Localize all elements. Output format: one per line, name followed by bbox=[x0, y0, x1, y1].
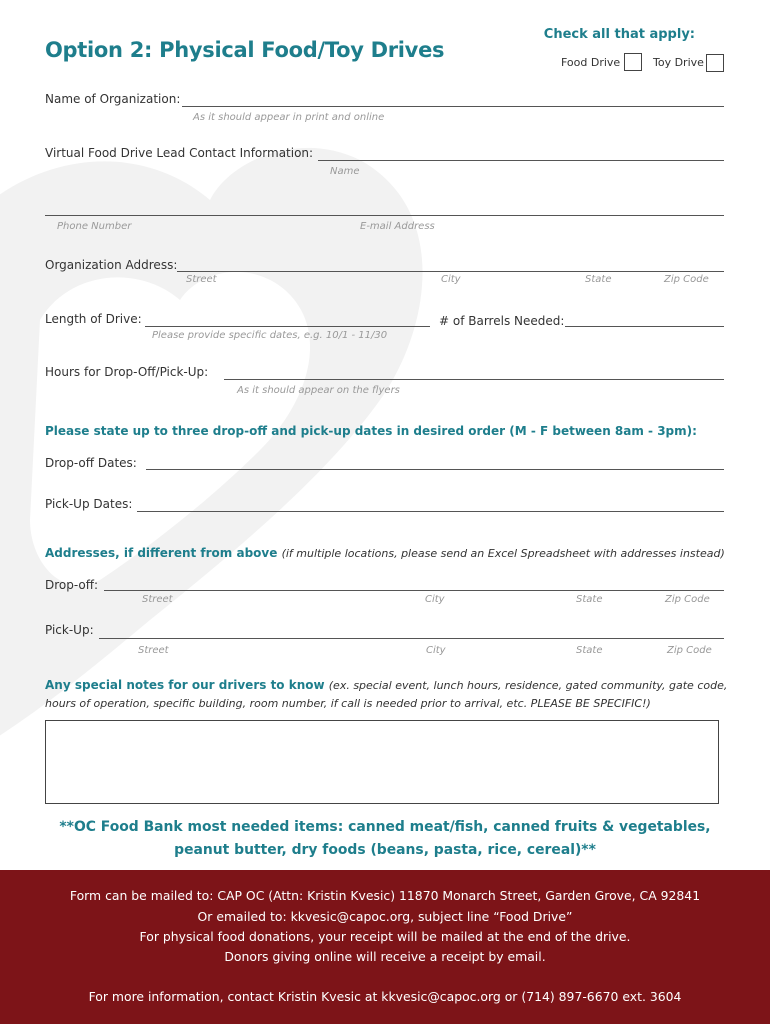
special-notes-textarea[interactable] bbox=[45, 720, 719, 804]
organization-name-label: Name of Organization: bbox=[45, 92, 181, 106]
barrels-needed-field[interactable] bbox=[565, 326, 724, 327]
pickup-dates-field[interactable] bbox=[137, 511, 724, 512]
alt-dropoff-field[interactable] bbox=[104, 590, 724, 591]
barrels-needed-label: # of Barrels Needed: bbox=[439, 314, 565, 328]
alt-pickup-zip-hint: Zip Code bbox=[667, 645, 712, 656]
length-of-drive-label: Length of Drive: bbox=[45, 312, 142, 326]
footer-email-line: Or emailed to: kkvesic@capoc.org, subject line “Food Drive” bbox=[197, 909, 573, 924]
hours-label: Hours for Drop-Off/Pick-Up: bbox=[45, 365, 209, 379]
phone-hint: Phone Number bbox=[57, 221, 132, 232]
organization-name-hint: As it should appear in print and online bbox=[193, 112, 385, 123]
dropoff-dates-field[interactable] bbox=[146, 469, 724, 470]
length-of-drive-hint: Please provide specific dates, e.g. 10/1 - 11/30 bbox=[152, 330, 388, 341]
notes-heading bbox=[45, 678, 727, 692]
address-state-hint: State bbox=[585, 274, 612, 285]
alt-addresses-heading bbox=[45, 546, 725, 560]
toy-drive-label: Toy Drive bbox=[653, 56, 704, 69]
page-title: Option 2: Physical Food/Toy Drives bbox=[45, 38, 445, 62]
notes-note-line2: hours of operation, specific building, room number, if call is needed prior to arrival, etc. PLEASE BE SPECIFIC!) bbox=[45, 697, 651, 710]
address-zip-hint: Zip Code bbox=[664, 274, 709, 285]
hours-hint: As it should appear on the flyers bbox=[237, 385, 400, 396]
alt-dropoff-street-hint: Street bbox=[142, 594, 173, 605]
organization-address-field[interactable] bbox=[177, 271, 724, 272]
alt-pickup-label: Pick-Up: bbox=[45, 623, 94, 637]
length-of-drive-field[interactable] bbox=[145, 326, 430, 327]
dates-heading: Please state up to three drop-off and pick-up dates in desired order (M - F between 8am - 3pm): bbox=[45, 424, 697, 438]
check-all-heading: Check all that apply: bbox=[543, 27, 695, 42]
needed-items-line2: peanut butter, dry foods (beans, pasta, rice, cereal)** bbox=[174, 842, 596, 858]
contact-label: Virtual Food Drive Lead Contact Information: bbox=[45, 146, 314, 160]
alt-dropoff-state-hint: State bbox=[576, 594, 603, 605]
contact-name-field[interactable] bbox=[318, 160, 724, 161]
alt-dropoff-zip-hint: Zip Code bbox=[665, 594, 710, 605]
alt-addresses-note: (if multiple locations, please send an Excel Spreadsheet with addresses instead) bbox=[281, 547, 725, 560]
address-city-hint: City bbox=[441, 274, 461, 285]
toy-drive-checkbox[interactable] bbox=[706, 54, 724, 72]
notes-title: Any special notes for our drivers to know bbox=[45, 678, 325, 692]
alt-pickup-field[interactable] bbox=[99, 638, 724, 639]
alt-pickup-state-hint: State bbox=[576, 645, 603, 656]
alt-dropoff-label: Drop-off: bbox=[45, 578, 99, 592]
contact-phone-email-field[interactable] bbox=[45, 215, 724, 216]
food-drive-checkbox[interactable] bbox=[624, 53, 642, 71]
footer-online-line: Donors giving online will receive a receipt by email. bbox=[224, 949, 546, 964]
footer-mail-line: Form can be mailed to: CAP OC (Attn: Kristin Kvesic) 11870 Monarch Street, Garden Grove, CA 92841 bbox=[69, 888, 701, 903]
address-street-hint: Street bbox=[186, 274, 217, 285]
alt-addresses-title: Addresses, if different from above bbox=[45, 546, 278, 560]
contact-name-hint: Name bbox=[330, 166, 360, 177]
needed-items-line1: **OC Food Bank most needed items: canned meat/fish, canned fruits & vegetables, bbox=[59, 819, 711, 835]
organization-name-field[interactable] bbox=[182, 106, 724, 107]
footer-contact-line: For more information, contact Kristin Kvesic at kkvesic@capoc.org or (714) 897-6670 ext. 3604 bbox=[88, 989, 682, 1004]
pickup-dates-label: Pick-Up Dates: bbox=[45, 497, 133, 511]
dropoff-dates-label: Drop-off Dates: bbox=[45, 456, 137, 470]
organization-address-label: Organization Address: bbox=[45, 258, 178, 272]
alt-dropoff-city-hint: City bbox=[425, 594, 445, 605]
email-hint: E-mail Address bbox=[360, 221, 435, 232]
food-drive-label: Food Drive bbox=[561, 56, 621, 69]
alt-pickup-city-hint: City bbox=[426, 645, 446, 656]
footer-receipt-line: For physical food donations, your receipt will be mailed at the end of the drive. bbox=[139, 929, 631, 944]
alt-pickup-street-hint: Street bbox=[138, 645, 169, 656]
notes-note-line1: (ex. special event, lunch hours, residence, gated community, gate code, bbox=[328, 679, 728, 692]
hours-field[interactable] bbox=[224, 379, 724, 380]
